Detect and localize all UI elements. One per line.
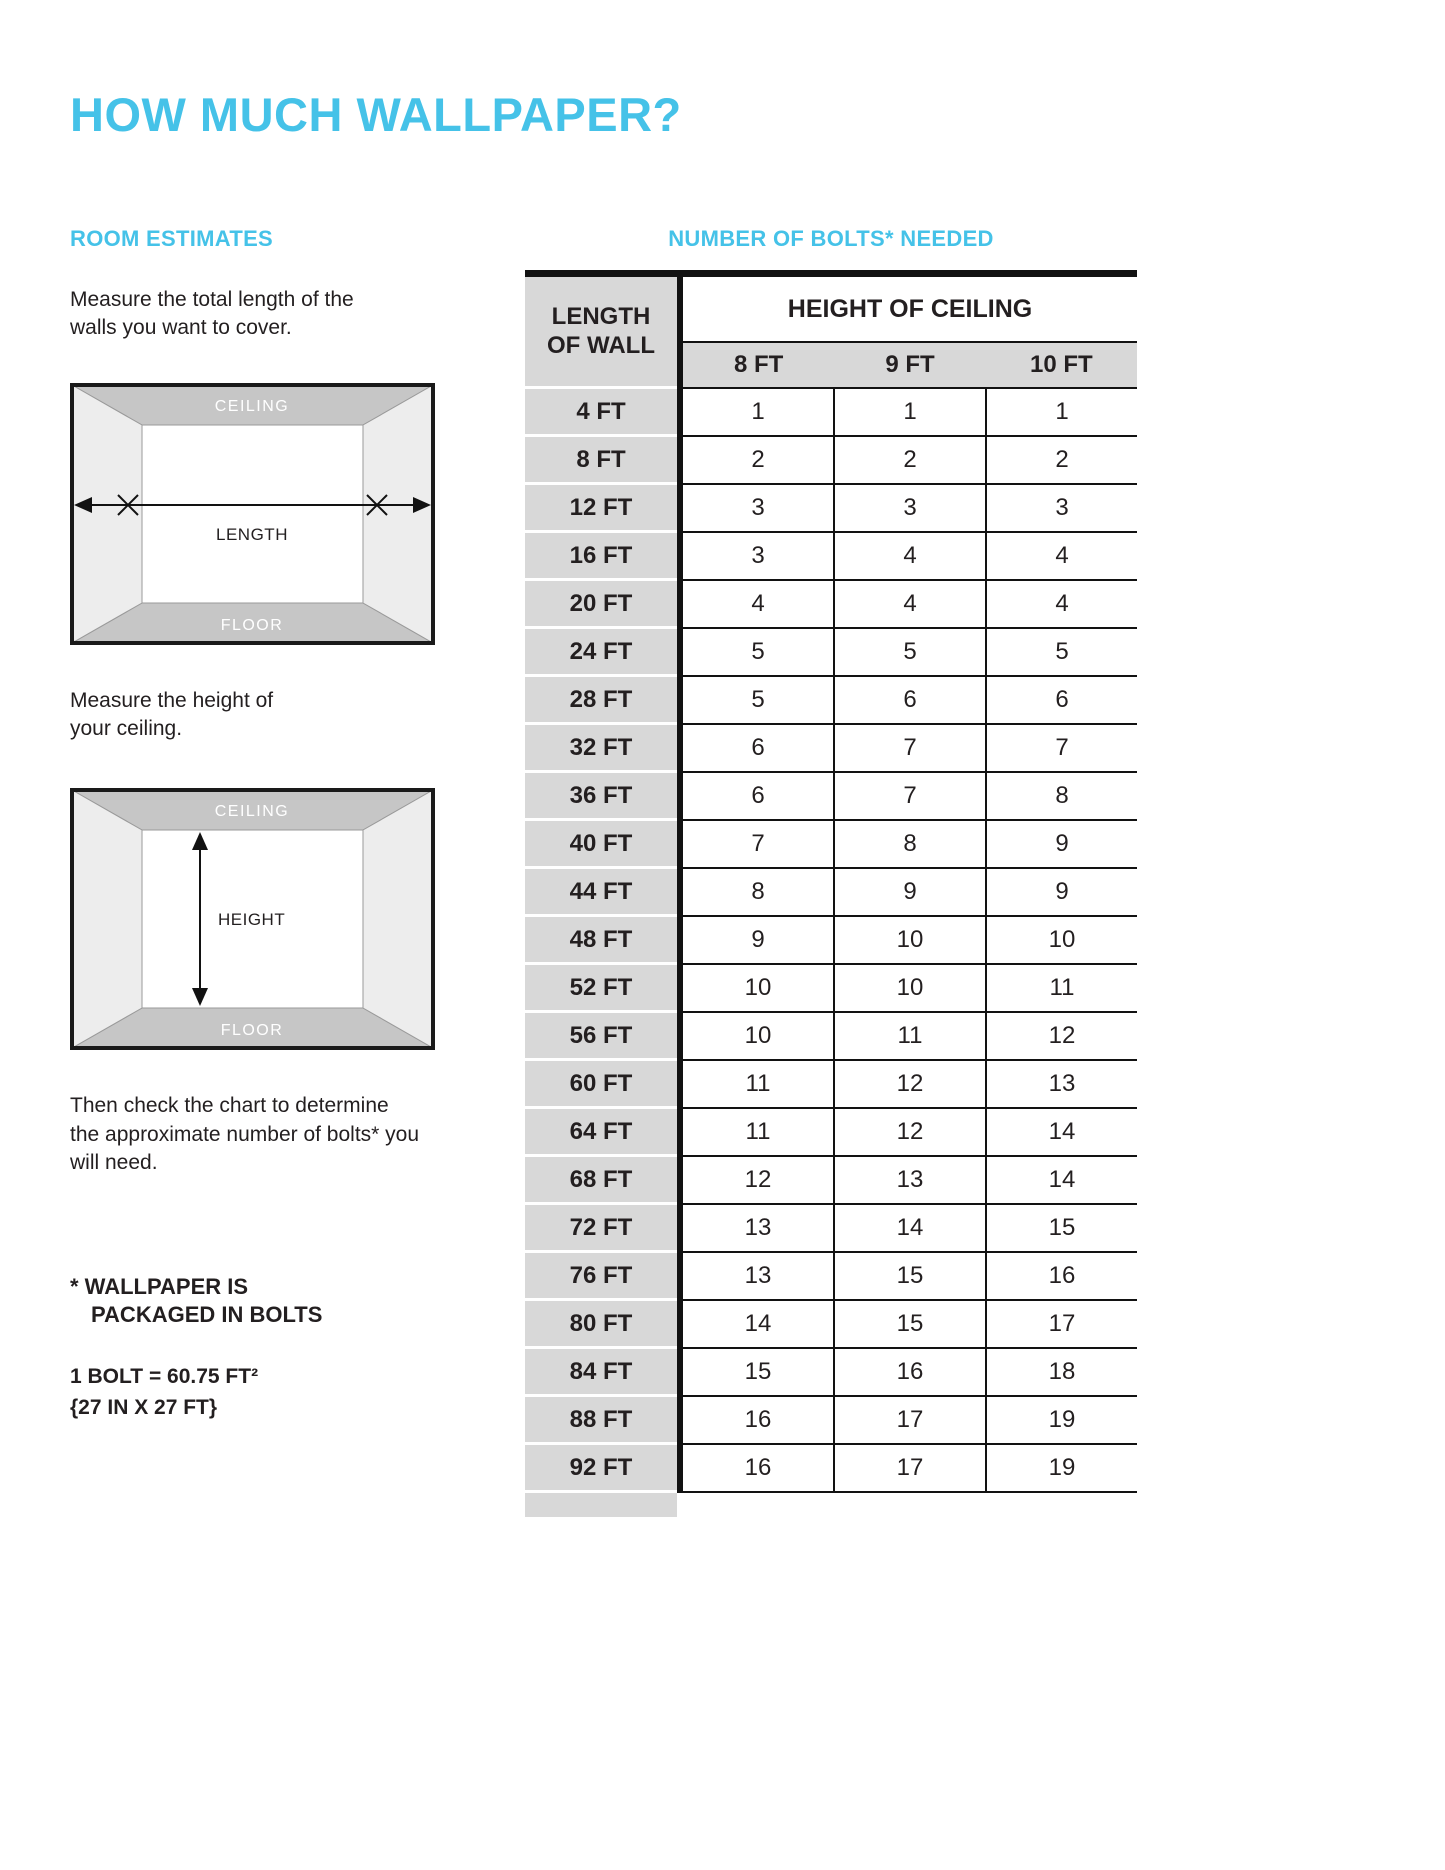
table-row xyxy=(525,677,1137,725)
table-row xyxy=(525,1157,1137,1205)
bolt-count-cell: 11 xyxy=(835,1013,987,1061)
table-row xyxy=(525,629,1137,677)
bolt-count-cell: 4 xyxy=(835,581,987,629)
wall-length-cell: 60 FT xyxy=(525,1061,677,1109)
bolt-count-cell: 11 xyxy=(683,1109,835,1157)
bolt-count-cells xyxy=(677,773,1137,821)
bolt-count-cell: 12 xyxy=(987,1013,1137,1061)
bolt-count-cell: 8 xyxy=(835,821,987,869)
bolt-count-cell: 7 xyxy=(835,773,987,821)
bolt-count-cell: 9 xyxy=(835,869,987,917)
bolt-dimensions: {27 IN X 27 FT} xyxy=(70,1395,218,1419)
length-measure-label: LENGTH xyxy=(216,524,288,544)
bolt-count-cell: 14 xyxy=(987,1157,1137,1205)
bolt-count-cell: 13 xyxy=(835,1157,987,1205)
wall-length-cell: 32 FT xyxy=(525,725,677,773)
bolt-count-cell: 9 xyxy=(987,821,1137,869)
bolt-count-cell: 1 xyxy=(987,389,1137,437)
table-row xyxy=(525,1397,1137,1445)
table-row xyxy=(525,917,1137,965)
bolt-count-cell: 13 xyxy=(683,1253,835,1301)
bolt-count-cell: 10 xyxy=(835,917,987,965)
bolt-count-cell: 4 xyxy=(987,581,1137,629)
bolt-count-cell: 5 xyxy=(683,629,835,677)
bolt-count-cell: 16 xyxy=(987,1253,1137,1301)
bolt-count-cell: 11 xyxy=(987,965,1137,1013)
bolt-count-cell: 6 xyxy=(683,725,835,773)
bolt-count-cell: 5 xyxy=(683,677,835,725)
bolt-count-cells xyxy=(677,1109,1137,1157)
bolt-table xyxy=(525,270,1137,1517)
length-of-wall-header: LENGTH OF WALL xyxy=(525,277,677,389)
bolt-count-cells xyxy=(677,389,1137,437)
bolt-count-cells xyxy=(677,1061,1137,1109)
col-header-10ft: 10 FT xyxy=(1029,351,1093,378)
ceiling-label: CEILING xyxy=(214,397,290,415)
bolt-count-cell: 7 xyxy=(683,821,835,869)
wall-length-cell: 8 FT xyxy=(525,437,677,485)
footnote-line1: * WALLPAPER IS xyxy=(70,1274,249,1300)
floor-label: FLOOR xyxy=(220,1022,284,1040)
bolt-count-cell: 7 xyxy=(987,725,1137,773)
table-row xyxy=(525,581,1137,629)
bolt-count-cell: 17 xyxy=(987,1301,1137,1349)
bolt-count-cell: 16 xyxy=(835,1349,987,1397)
bolt-count-cells xyxy=(677,869,1137,917)
bolt-count-cells xyxy=(677,533,1137,581)
bolt-count-cell: 13 xyxy=(987,1061,1137,1109)
bolt-count-cells xyxy=(677,1445,1137,1493)
wall-length-cell: 52 FT xyxy=(525,965,677,1013)
page-title: HOW MUCH WALLPAPER? xyxy=(70,88,682,142)
wall-length-cell: 56 FT xyxy=(525,1013,677,1061)
bolt-count-cell: 10 xyxy=(683,965,835,1013)
footnote-line2: PACKAGED IN BOLTS xyxy=(91,1301,323,1327)
bolt-count-cells xyxy=(677,1157,1137,1205)
bolt-count-cell: 3 xyxy=(835,485,987,533)
wall-length-cell: 4 FT xyxy=(525,389,677,437)
table-row xyxy=(525,1205,1137,1253)
bolt-count-cell: 16 xyxy=(683,1445,835,1493)
bolt-count-cell: 12 xyxy=(835,1061,987,1109)
room-estimates-section xyxy=(70,226,470,1423)
bolt-count-cell: 14 xyxy=(987,1109,1137,1157)
wall-length-cell: 44 FT xyxy=(525,869,677,917)
bolt-count-cell: 15 xyxy=(683,1349,835,1397)
bolt-count-cell: 3 xyxy=(683,533,835,581)
height-measure-label: HEIGHT xyxy=(218,910,286,930)
bolt-count-cell: 15 xyxy=(835,1253,987,1301)
wall-length-cell: 64 FT xyxy=(525,1109,677,1157)
bolts-footnote xyxy=(70,1273,470,1328)
table-footer xyxy=(525,1493,1137,1517)
table-row xyxy=(525,1349,1137,1397)
table-row xyxy=(525,1109,1137,1157)
bolt-count-cell: 17 xyxy=(835,1397,987,1445)
step1-text: Measure the total length of the walls you want to cover. xyxy=(70,288,354,340)
wall-length-cell: 84 FT xyxy=(525,1349,677,1397)
table-header xyxy=(525,270,1137,389)
bolt-count-cell: 19 xyxy=(987,1397,1137,1445)
wall-length-cell: 92 FT xyxy=(525,1445,677,1493)
bolt-count-cell: 3 xyxy=(683,485,835,533)
wall-length-cell: 80 FT xyxy=(525,1301,677,1349)
bolt-count-cells xyxy=(677,1013,1137,1061)
length-diagram xyxy=(70,383,435,645)
bolt-equation: 1 BOLT = 60.75 FT² xyxy=(70,1365,259,1389)
col-header-8ft: 8 FT xyxy=(733,351,784,378)
bolt-count-cell: 6 xyxy=(835,677,987,725)
bolt-count-cell: 12 xyxy=(835,1109,987,1157)
table-row xyxy=(525,725,1137,773)
ceiling-height-columns xyxy=(683,343,1137,389)
wall-length-cell: 28 FT xyxy=(525,677,677,725)
bolt-count-cell: 10 xyxy=(987,917,1137,965)
step2-text: Measure the height of your ceiling. xyxy=(70,688,274,741)
bolt-count-cell: 5 xyxy=(987,629,1137,677)
bolt-count-cell: 3 xyxy=(987,485,1137,533)
height-diagram xyxy=(70,788,435,1050)
bolt-count-cell: 6 xyxy=(987,677,1137,725)
bolt-count-cells xyxy=(677,917,1137,965)
bolt-count-cell: 19 xyxy=(987,1445,1137,1493)
bolt-count-cells xyxy=(677,965,1137,1013)
bolt-count-cell: 1 xyxy=(835,389,987,437)
bolt-count-cells xyxy=(677,581,1137,629)
bolt-count-cells xyxy=(677,1397,1137,1445)
table-row xyxy=(525,1013,1137,1061)
wall-length-cell: 16 FT xyxy=(525,533,677,581)
bolt-count-cells xyxy=(677,725,1137,773)
bolt-count-cell: 17 xyxy=(835,1445,987,1493)
bolts-table-section xyxy=(525,226,1137,1517)
wall-length-cell: 20 FT xyxy=(525,581,677,629)
bolt-count-cells xyxy=(677,485,1137,533)
table-row xyxy=(525,1301,1137,1349)
bolt-count-cells xyxy=(677,1301,1137,1349)
bolt-count-cell: 11 xyxy=(683,1061,835,1109)
bolt-count-cell: 2 xyxy=(683,437,835,485)
bolt-count-cells xyxy=(677,821,1137,869)
wall-length-cell: 72 FT xyxy=(525,1205,677,1253)
table-row xyxy=(525,533,1137,581)
table-row xyxy=(525,485,1137,533)
bolt-count-cell: 14 xyxy=(683,1301,835,1349)
bolt-count-cells xyxy=(677,1205,1137,1253)
bolt-count-cell: 6 xyxy=(683,773,835,821)
wall-length-cell: 88 FT xyxy=(525,1397,677,1445)
bolt-count-cell: 10 xyxy=(683,1013,835,1061)
wall-length-cell: 68 FT xyxy=(525,1157,677,1205)
wall-length-cell: 12 FT xyxy=(525,485,677,533)
bolt-count-cell: 15 xyxy=(835,1301,987,1349)
table-row xyxy=(525,1253,1137,1301)
bolt-count-cell: 15 xyxy=(987,1205,1137,1253)
bolt-count-cell: 8 xyxy=(987,773,1137,821)
bolt-count-cell: 7 xyxy=(835,725,987,773)
wall-length-cell: 40 FT xyxy=(525,821,677,869)
bolt-count-cell: 2 xyxy=(987,437,1137,485)
bolt-count-cell: 9 xyxy=(987,869,1137,917)
bolt-count-cell: 9 xyxy=(683,917,835,965)
bolt-count-cell: 14 xyxy=(835,1205,987,1253)
table-row xyxy=(525,869,1137,917)
bolt-count-cell: 5 xyxy=(835,629,987,677)
height-of-ceiling-header: HEIGHT OF CEILING xyxy=(683,277,1137,343)
bolt-count-cell: 12 xyxy=(683,1157,835,1205)
bolt-count-cell: 16 xyxy=(683,1397,835,1445)
bolt-count-cells xyxy=(677,1253,1137,1301)
wall-length-cell: 76 FT xyxy=(525,1253,677,1301)
floor-label: FLOOR xyxy=(220,616,284,634)
bolt-count-cells xyxy=(677,677,1137,725)
wall-length-cell: 48 FT xyxy=(525,917,677,965)
height-of-ceiling-header-group xyxy=(677,277,1137,389)
table-row xyxy=(525,1445,1137,1493)
table-row xyxy=(525,389,1137,437)
bolt-count-cell: 4 xyxy=(987,533,1137,581)
bolt-count-cell: 8 xyxy=(683,869,835,917)
wall-length-cell: 36 FT xyxy=(525,773,677,821)
bolt-count-cell: 4 xyxy=(683,581,835,629)
table-row xyxy=(525,1061,1137,1109)
bolt-count-cells xyxy=(677,437,1137,485)
bolt-count-cells xyxy=(677,629,1137,677)
table-row xyxy=(525,437,1137,485)
table-row xyxy=(525,773,1137,821)
col-header-9ft: 9 FT xyxy=(885,351,935,378)
step3-text: Then check the chart to determine the approximate number of bolts* you will need. xyxy=(70,1094,420,1175)
bolt-count-cell: 1 xyxy=(683,389,835,437)
bolt-count-cell: 10 xyxy=(835,965,987,1013)
bolt-table-body xyxy=(525,389,1137,1493)
table-row xyxy=(525,965,1137,1013)
bolt-count-cell: 13 xyxy=(683,1205,835,1253)
bolt-count-cell: 2 xyxy=(835,437,987,485)
bolt-count-cell: 4 xyxy=(835,533,987,581)
bolts-needed-heading: NUMBER OF BOLTS* NEEDED xyxy=(668,226,994,251)
table-footer-stub xyxy=(525,1493,677,1517)
bolt-size-info xyxy=(70,1362,470,1423)
room-estimates-heading: ROOM ESTIMATES xyxy=(70,226,274,251)
bolt-count-cells xyxy=(677,1349,1137,1397)
wall-length-cell: 24 FT xyxy=(525,629,677,677)
bolt-count-cell: 18 xyxy=(987,1349,1137,1397)
table-row xyxy=(525,821,1137,869)
room-perspective-box xyxy=(72,385,433,643)
ceiling-label: CEILING xyxy=(214,803,290,821)
